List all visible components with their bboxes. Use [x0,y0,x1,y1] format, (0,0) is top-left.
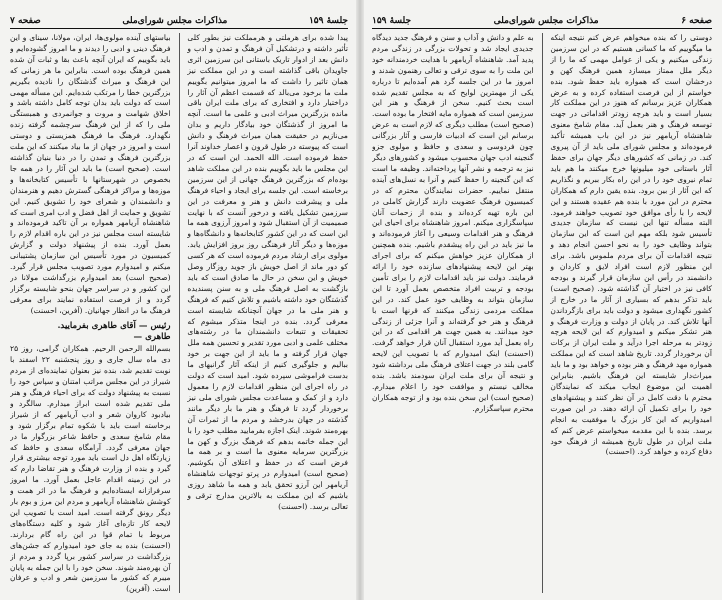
text-column [372,33,534,593]
left-page-columns [10,33,348,593]
right-page-header [372,14,712,29]
text-column [187,33,348,593]
book-gutter [356,0,364,600]
page-number: صفحه ۷ [10,16,41,26]
body-paragraph: بیاستهای آینده مولوی‌ها، ایران، مولانا، سینای و این فرهنگ دینی و ادبی را دیدند و ما امروز گشوده‌ایم و باید بگوییم که ایران آنچه باعث بقا و ثبات آن شده همین فرهنگ بوده است. بنابراین ما هر زمانی که این فرهنگ و میراث گذشتگان را نادیده بگیریم بزرگترین خطا را مرتکب شده‌ایم. این مسأله مهمی است که دولت باید بدان توجه کامل داشته باشد و اخلاق شهامت و مروت و جوانمردی و همبستگی ملی را که از این فرهنگ سرچشمه گرفته زنده نگهدارد. فرهنگ ما فرهنگ همزیستی و دوستی است و امروز در جهان از ما بیاد میکنند که این ملت بزرگترین فرهنگ و تمدن را در دنیا بنیان گذاشته است. (صحیح است) ما باید این آثار را در همه جا بخصوص در شهرستانها با تأسیس کتابخانه‌ها و موزه‌ها و مراکز فرهنگی گسترش دهیم و هنرمندان و دانشمندان و شعرای خود را تشویق کنیم. این تشویق و حمایت از اهل فضل و ادب امری است که شاهنشاه آریامهر همواره بر آن تاکید فرموده‌اند و شایسته است مجلس نیز در این باره اقدام لازم را بعمل آورد. بنده از پیشنهاد دولت و گزارش کمیسیون در مورد تأسیس این سازمان پشتیبانی میکنم و امیدوارم مورد تصویب مجلس قرار گیرد. (صحیح است) بعد امیدوارم بزرگداشت مولانا در این کشور و در سراسر جهان بنحو شایسته برگزار گردد و از فرصت استفاده نمایند برای معرفی فرهنگ ما در انظار جهانیان. (آفرین، احسنت) [9,33,171,315]
session-number: جلسهٔ ۱۵۹ [372,16,412,26]
running-title: مذاکرات مجلس شورای‌ملی [122,16,228,26]
running-title: مذاکرات مجلس شورای‌ملی [493,16,599,26]
left-page [0,0,356,600]
speaker-heading: طاهری — [133,332,171,343]
right-page-columns [372,33,712,593]
text-column [550,33,712,593]
right-page [364,0,722,600]
body-paragraph: به علم و دانش و آداب و سنن و فرهنگ جدید دیدگاه جدیدی ایجاد شد و تحولات بزرگی در زندگی مردم پدید آمد. شاهنشاه آریامهر با هدایت خردمندانه خود این ملت را به سوی ترقی و تعالی رهنمون شدند و امروز ما در این جلسه گرد هم آمده‌ایم تا درباره یکی از مهمترین لوایح که به مجلس تقدیم شده است بحث کنیم. سخن از فرهنگ و هنر این سرزمین است که همواره مایه افتخار ما بوده است. (صحیح است) مطلب دیگری که لازم است به عرض برسانم این است که ادبیات فارسی و آثار بزرگانی چون فردوسی و سعدی و حافظ و مولوی جزو گنجینه ادب جهان محسوب میشود و کشورهای دیگر نیز به ترجمه و نشر آنها پرداخته‌اند. وظیفه ما است که این گنجینه را حفظ کنیم و آنرا به نسل‌های آینده منتقل نماییم. حضرات نمایندگان محترم که در کمیسیون فرهنگ عضویت دارند گزارش کاملی در این باره تهیه کرده‌اند و بنده از زحمات آنان سپاسگزاری میکنم. امروز شاهنشاه برای احیای این فرهنگ و هنر اقدامات وسیعی را آغاز فرموده‌اند و ما نیز باید در این راه پیشقدم باشیم. بنده همچنین از همکاران عزیز خواهش میکنم که برای اجرای بهتر این لایحه پیشنهادهای سازنده خود را ارائه فرمایند. دولت نیز باید اقدامات لازم را برای تأمین بودجه و تربیت افراد متخصص بعمل آورد تا این سازمان بتواند به وظایف خود عمل کند. در این مملکت مردمی زندگی میکنند که قرنها است با فرهنگ و هنر خو گرفته‌اند و آنرا جزئی از زندگی خود میدانند. به همین جهت هر اقدامی که در این راه بعمل آید مورد استقبال آنان قرار خواهد گرفت. (احسنت) اینک امیدوارم که با تصویب این لایحه گامی بلند در جهت اعتلای فرهنگ ملی برداشته شود و نتیجه آن برای ملت ایران سودمند باشد. بنده مخالف نیستم و موافقت خود را اعلام میدارم. (صحیح است) این سخن بنده بود و از توجه همکاران محترم سپاسگزارم. [371,33,534,413]
session-number: جلسهٔ ۱۵۹ [308,16,348,26]
column-divider [542,33,543,593]
speaker-heading: رئیس — آقای طاهری بفرمایید. [57,320,171,331]
column-divider [179,33,180,593]
text-column [10,33,171,593]
page-number: صفحه ۶ [681,16,712,26]
body-paragraph: پیدا شده برای هرملتی و هرمملکت نیز بطور کلی تأثیر داشته و درتشکیل آن فرهنگ و تمدن و ادب و دانش بعد از ادوار تاریک باستانی این سرزمین اثری جاویدان باقی گذاشته است و در این مملکت نیز همان تاثیر را داشت که ما امروز میتوانیم بگوییم ملت ما برخود می‌بالد که قسمت اعظم آن آثار را دراختیار دارد و افتخاری که برای ملت ایران باقی مانده بزرگترین میراث ادبی و علمی ما است. آنچه ما امروز از گذشتگان خود بیادگار داریم و بدان می‌نازیم در حقیقت همان میراث فرهنگ و دانش است که پیوسته در طول قرون و اعصار خداوند آنرا حفظ فرموده است. الله الحمد. این است که در این مجلس ما باید بگوییم بنده در این مملکت شاهد بوده‌ام که بزرگترین فرهنگ جهانی از این سرزمین برخاسته است. این جلسه برای ایجاد و احیاء فرهنگ ملی و پیشرفت دانش و هنر و معرفت در این سرزمین تشکیل یافته و درخور آنست که با نهایت صمیمیت از آن استقبال شود و امروز آرزوی همه ما این است که در این کشور کتابخانه‌ها و دانشگاه‌ها و موزه‌ها و دیگر آثار فرهنگی روز بروز افزایش یابد. مولوی برای ارشاد مردم فرموده است که هر کسی کو دور ماند از اصل خویش باز جوید روزگار وصل خویش و این سخن در حال ما صادق است که باید بازگشت به اصل فرهنگ ملی و به سنن پسندیده گذشتگان خود داشته باشیم و تلاش کنیم که فرهنگ و هنر ملی ما در جهان آنچنانکه شایسته است معرفی گردد. بنده در اینجا متذکر میشوم که تحقیقات و تتبعات دانشمندان ما در رشته‌های مختلف علمی و ادبی مورد تقدیر و تحسین همه ملل جهان قرار گرفته و ما باید از این جهت بر خود ببالیم و جلوگیری کنیم از اینکه آثار گرانبهای ما بدست فراموشی سپرده شود. امید است که دولت در راه اجرای این منظور اقدامات لازم را معمول دارد و از کمک و مساعدت مجلس شورای ملی نیز برخوردار گردد تا فرهنگ و هنر ما بار دیگر مانند گذشته در جهان بدرخشد و مردم ما از ثمرات آن بهره‌مند شوند. اینک اجازه بفرمایید مطلب خود را با این جمله خاتمه بدهم که فرهنگ بزرگ و کهن ما بزرگترین سرمایه معنوی ما است و بر همه ما فرض است که در حفظ و اعتلای آن بکوشیم. (صحیح است) امیدوارم در پرتو توجهات شاهنشاه آریامهر این آرزو تحقق یابد و همه ما شاهد روزی باشیم که این مملکت به بالاترین مدارج ترقی و تعالی برسد. (احسنت) [187,33,348,511]
left-page-header [10,14,348,29]
body-paragraph: دوستی را که بنده میخواهم عرض کنم نتیجه اینکه ما میگوییم که ما کسانی هستیم که در این سرزمین زندگی میکنیم و یکی از عوامل مهمی که ما را از دیگر ملل ممتاز میسازد همین فرهنگ کهن و درخشان است که همواره باید حفظ شود. بنده خواستم از این فرصت استفاده کرده و به عرض همکاران عزیز برسانم که هنوز در این مملکت کار بسیار است و باید هرچه زودتر اقداماتی در جهت توسعه فرهنگ و هنر بعمل آید. مقام شامخ معنوی شاهنشاه آریامهر نیز در این باب همیشه تأکید فرموده‌اند و مجلس شورای ملی باید از آن پیروی کند. در زمانی که کشورهای دیگر جهان برای حفظ آثار باستانی خود میلیونها خرج میکنند ما هم باید تمام نیروی خود را در این راه بکار ببریم و نگذاریم که این آثار از بین برود. بنده یقین دارم که همکاران محترم در این مورد با بنده هم عقیده هستند و این لایحه را با رأی موافق خود تصویب خواهند فرمود. البته مسأله تنها این نیست که سازمان جدیدی تأسیس شود بلکه مهم این است که این سازمان بتواند وظایف خود را به نحو احسن انجام دهد و نتیجه اقدامات آن برای مردم ملموس باشد. برای این منظور لازم است افراد لایق و کاردان و دانشمند در رأس این سازمان قرار گیرند و بودجه کافی نیز در اختیار آن گذاشته شود. (صحیح است) باید تذکر بدهم که بسیاری از آثار ما در خارج از کشور نگهداری میشود و دولت باید برای بازگرداندن آنها تلاش کند. در پایان از دولت و وزارت فرهنگ و هنر تشکر میکنم و امیدوارم که این لایحه هرچه زودتر به مرحله اجرا درآید و ملت ایران از برکات آن برخوردار گردد. تاریخ شاهد است که این مملکت همواره مهد فرهنگ و هنر بوده و خواهد بود و ما باید میراث‌دار شایسته این فرهنگ باشیم. بنابراین اهمیت این موضوع ایجاب میکند که نمایندگان محترم با دقت کامل در آن نظر کنند و پیشنهادهای خود را برای تکمیل آن ارائه دهند. در این صورت امیدواریم که این کار بزرگ با موفقیت به انجام برسد. بنده با این مقدمه میخواستم عرض کنم که ملت ایران در طول تاریخ همیشه از فرهنگ خود دفاع کرده و خواهد کرد. (احسنت) [550,33,712,457]
body-paragraph: بسم‌الله الرحمن الرحیم. همکاران گرامی، روز ۲۵ دی ماه سال جاری و روز پنجشنبه ۲۲ اسفند با نوبت تقدیم شد، بنده نیز بعنوان نماینده‌ای از مردم شیراز در این مجلس مراتب امتنان و سپاس خود را نسبت به پیشنهاد دولت که برای احیاء فرهنگ و هنر ملی تقدیم شده است ابراز میدارم. سالگرد و بیادبود کاروان شعر و ادب آریامهر که از شیراز برخاسته است باید با شکوه تمام برگزار شود و مقام شامخ سعدی و حافظ شاعر بزرگوار ما در جهان معرفی گردد. آرامگاه سعدی و حافظ که زیارتگاه اهل دل است باید مورد توجه بیشتری قرار گیرد و بنده از وزارت فرهنگ و هنر تقاضا دارم که در این زمینه اقدام عاجل بعمل آورد. ما امروز سرفرازانه ایستاده‌ایم و فرهنگ ما در اثر همت و کوشش شاهنشاه آریامهر و مردم این مرز و بوم بار دیگر رونق گرفته است. امید است با تصویب این لایحه کار تازه‌ای آغاز شود و کلیه دستگاه‌های مربوط با تمام قوا در این راه گام بردارند. (احسنت) بنده به جای خود امیدوارم که جشن‌های بزرگداشت در سراسر کشور برپا گردد و مردم از آن بهره‌مند شوند. سخن خود را با این جمله به پایان میبرم که کشور ما سرزمین شعر و ادب و عرفان است. (آفرین) [9,344,171,593]
